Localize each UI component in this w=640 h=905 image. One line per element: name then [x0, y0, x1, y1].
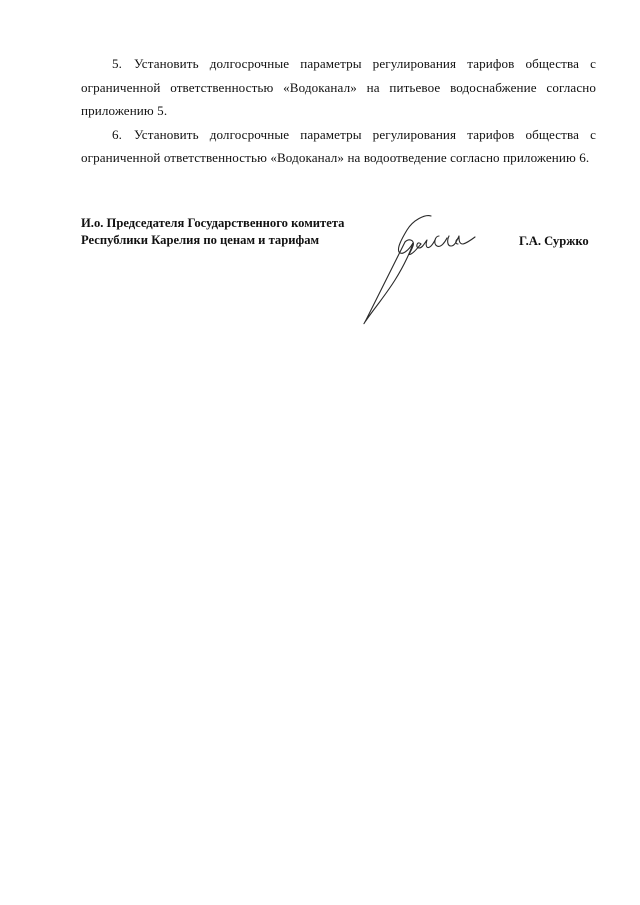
clause-number: 5.: [112, 56, 123, 71]
signer-name: Г.А. Суржко: [519, 234, 589, 248]
clause-5: [81, 52, 596, 123]
signatory-title-line-2: Республики Карелия по ценам и тарифам: [81, 233, 320, 247]
signatory-title-line-1: И.о. Председателя Государственного комитета: [81, 216, 345, 230]
signatory-title: [81, 215, 344, 249]
handwritten-signature: [355, 210, 485, 330]
clause-6: [81, 123, 596, 170]
document-body: [81, 52, 596, 170]
clause-text: Установить долгосрочные параметры регулирования тарифов общества с ограниченной ответственностью «Водоканал» на питьевое водоснабжение согласно приложению 5.: [81, 56, 596, 118]
clause-number: 6.: [112, 126, 123, 142]
clause-text: Установить долгосрочные параметры регулирования тарифов общества с ограниченной ответственностью «Водоканал» на водоотведение согласно приложению 6.: [81, 126, 596, 165]
